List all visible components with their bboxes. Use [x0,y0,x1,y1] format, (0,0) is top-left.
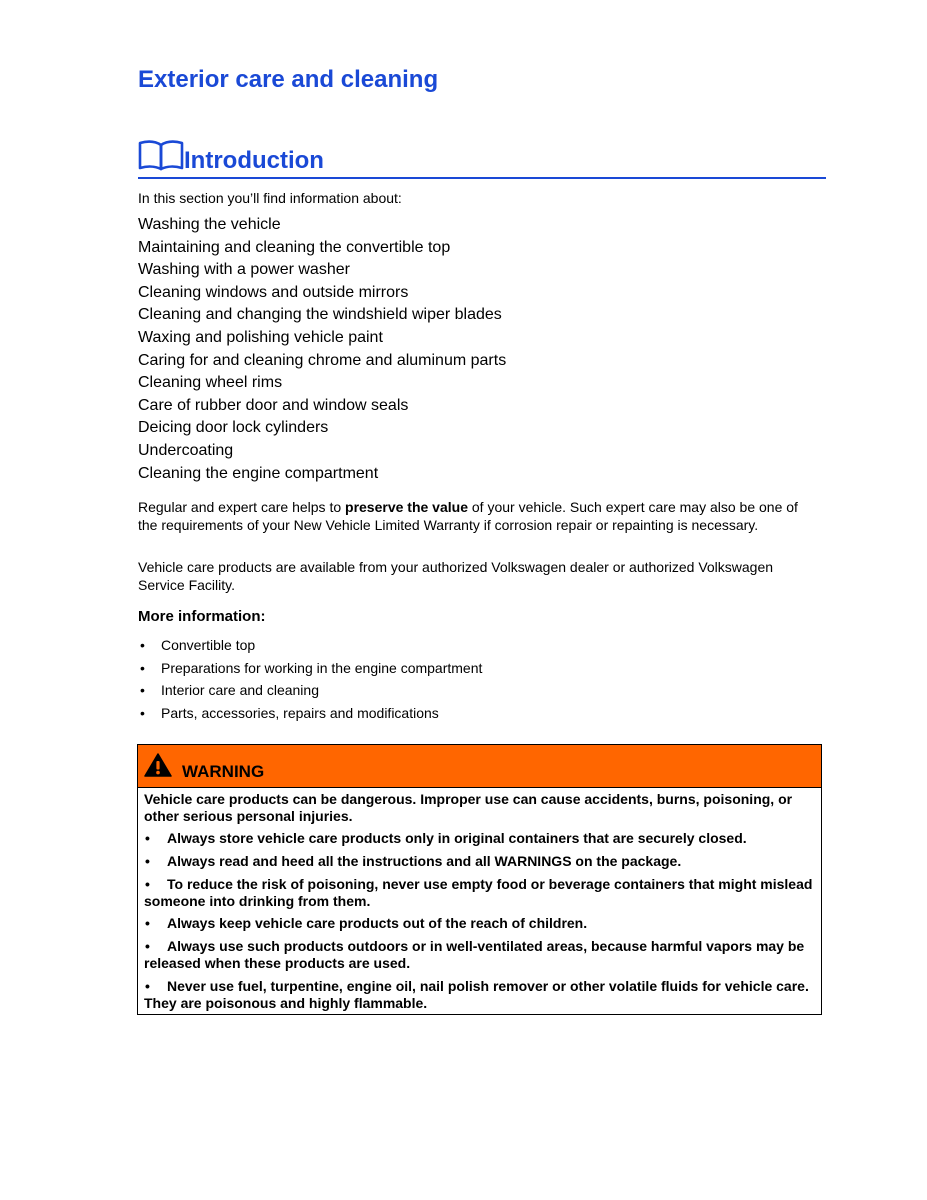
warning-item [144,853,815,870]
list-item: Care of rubber door and window seals [138,396,409,414]
link-label: Preparations for working in the engine compartment [161,659,483,676]
warning-intro: Vehicle care products can be dangerous. Improper use can cause accidents, burns, poisoning, or other serious personal injuries. [144,791,793,825]
bullet: • [145,830,150,847]
list-item: Caring for and cleaning chrome and aluminum parts [138,351,507,369]
warning-item-text: To reduce the risk of poisoning, never use empty food or beverage containers that might mislead someone into drinking from them. [144,875,813,909]
list-item: Waxing and polishing vehicle paint [138,328,383,346]
topic-list [138,214,506,485]
warning-item-text: Always use such products outdoors or in well-ventilated areas, because harmful vapors may be released when these products are used. [144,937,805,972]
page-title: Exterior care and cleaning [138,66,439,93]
section-header [138,137,826,179]
bullet: • [145,915,150,932]
bullet: • [145,853,150,869]
warning-list [144,830,815,1012]
care-paragraph-emphasis: preserve the value [345,499,468,515]
warning-item-text: Always store vehicle care products only in original containers that are securely closed. [167,830,747,847]
list-item: Cleaning the engine compartment [138,464,379,482]
warning-item-text: Always keep vehicle care products out of the reach of children. [167,915,588,932]
more-information-link[interactable] [138,702,482,725]
list-item: Washing with a power washer [138,261,350,279]
list-item: Undercoating [138,441,234,459]
warning-item [144,915,815,932]
bullet: • [140,659,145,676]
list-item: Cleaning wheel rims [138,374,283,392]
link-label: Convertible top [161,637,256,653]
products-paragraph: Vehicle care products are available from your authorized Volkswagen dealer or authorized Volkswagen Service Facility. [138,559,774,593]
link-label: Parts, accessories, repairs and modifications [161,704,439,721]
warning-item [144,978,815,1012]
intro-lead-text: In this section you’ll find information about: [138,190,402,206]
warning-item-text: Always read and heed all the instructions and all WARNINGS on the package. [167,853,682,869]
warning-item [144,938,815,972]
more-information-link[interactable] [138,679,482,702]
warning-triangle-icon [144,753,172,777]
more-information-list [138,634,482,724]
warning-label: WARNING [182,762,265,781]
warning-item [144,830,815,847]
list-item: Maintaining and cleaning the convertible top [138,238,451,256]
more-information-link[interactable] [138,634,482,657]
bullet: • [140,637,145,653]
bullet: • [145,937,150,954]
warning-item-text: Never use fuel, turpentine, engine oil, nail polish remover or other volatile fluids for vehicle care. They are poisonous and highly flammable. [144,977,809,1011]
warning-header [138,745,821,788]
warning-item [144,876,815,910]
open-book-icon [138,139,184,171]
list-item: Cleaning windows and outside mirrors [138,283,409,301]
list-item: Washing the vehicle [138,216,281,233]
bullet: • [145,875,150,892]
section-title: Introduction [184,147,324,174]
bullet: • [145,977,150,994]
warning-box [137,744,822,1015]
link-label: Interior care and cleaning [161,682,319,699]
care-paragraph [138,499,818,535]
list-item: Deicing door lock cylinders [138,419,329,437]
more-information-heading: More information: [138,608,266,625]
bullet: • [140,704,145,721]
care-paragraph-end: of your vehicle. Such expert care may also be one of the requirements of your New Vehicle Limited Warranty if corrosion repair or repainting is necessary. [138,499,798,533]
warning-body [138,788,821,1012]
list-item: Cleaning and changing the windshield wiper blades [138,306,502,324]
care-paragraph-start: Regular and expert care helps to [138,499,346,515]
more-information-link[interactable] [138,657,482,680]
bullet: • [140,682,145,699]
